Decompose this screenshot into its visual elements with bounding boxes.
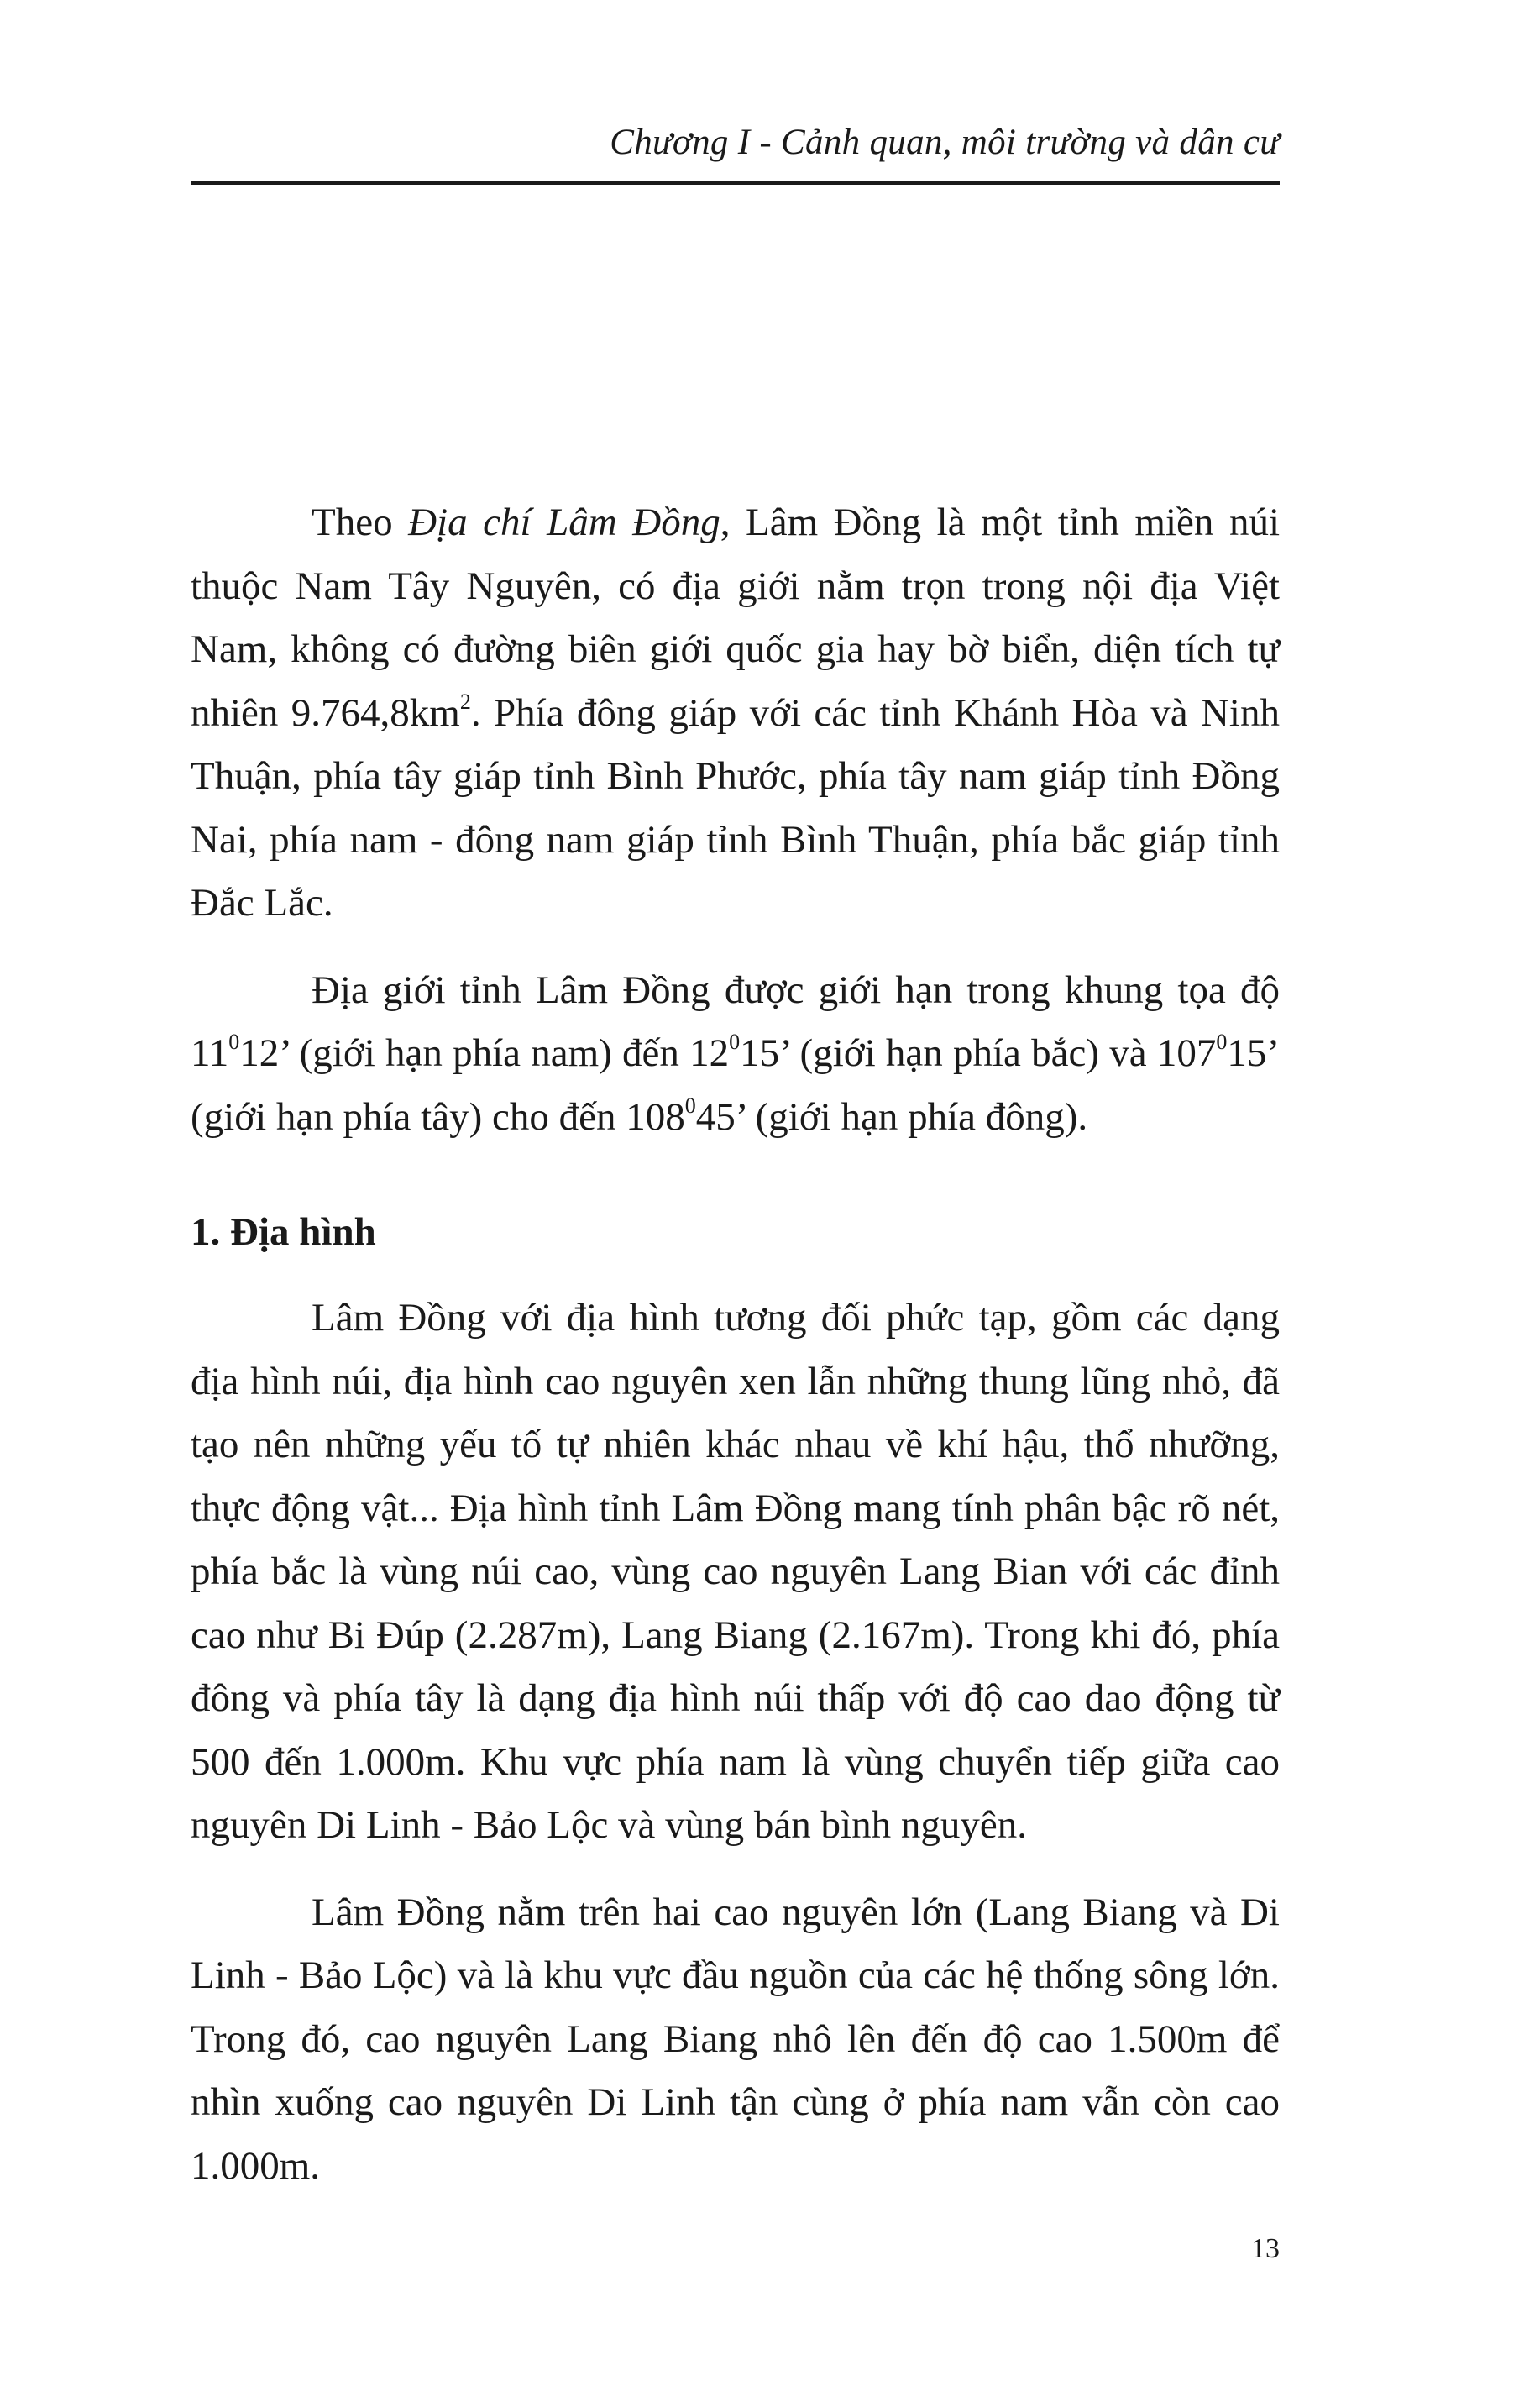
p1-text-b: . Phía đông giáp với các tỉnh Khánh Hòa và Ninh Thuận, phía tây giáp tỉnh Bình Phước, phía tây nam giáp tỉnh Đồng Nai, phía nam - đông nam giáp tỉnh Bình Thuận, phía bắc giáp tỉnh Đắc Lắc. bbox=[191, 690, 1280, 925]
page-number: 13 bbox=[1251, 2233, 1280, 2264]
degree-sup-2: 0 bbox=[729, 1030, 741, 1054]
degree-sup-1: 0 bbox=[228, 1030, 240, 1054]
degree-sup-3: 0 bbox=[1216, 1030, 1228, 1054]
p1-intro: Theo bbox=[312, 501, 409, 544]
paragraph-plateaus: Lâm Đồng nằm trên hai cao nguyên lớn (Lang Biang và Di Linh - Bảo Lộc) và là khu vực đầu nguồn của các hệ thống sông lớn. Trong đó, cao nguyên Lang Biang nhô lên đến độ cao 1.500m để nhìn xuống cao nguyên Di Linh tận cùng ở phía nam vẫn còn cao 1.000m. bbox=[191, 1890, 1280, 2188]
running-header: Chương I - Cảnh quan, môi trường và dân cư bbox=[610, 123, 1280, 162]
cited-work-title: Địa chí Lâm Đồng bbox=[408, 501, 720, 544]
p2-text-b: 12’ (giới hạn phía nam) đến 12 bbox=[239, 1031, 730, 1075]
terrain-text-block bbox=[191, 1287, 1280, 2198]
p1-text-a: , Lâm Đồng là một tỉnh miền núi thuộc Nam Tây Nguyên, có địa giới nằm trọn trong nội địa Việt Nam, không có đường biên giới quốc gia hay bờ biển, diện tích tự nhiên 9.764,8km bbox=[191, 501, 1280, 735]
p2-text-d: 15’ (giới hạn phía tây) cho đến 108 bbox=[191, 1031, 1280, 1139]
header-divider bbox=[191, 181, 1280, 185]
intro-text-block bbox=[191, 491, 1280, 1149]
area-exponent: 2 bbox=[459, 689, 471, 714]
section-heading-terrain: 1. Địa hình bbox=[191, 1210, 376, 1254]
degree-sup-4: 0 bbox=[684, 1093, 696, 1118]
paragraph-terrain-overview: Lâm Đồng với địa hình tương đối phức tạp, gồm các dạng địa hình núi, địa hình cao nguyên xen lẫn những thung lũng nhỏ, đã tạo nên những yếu tố tự nhiên khác nhau về khí hậu, thổ nhưỡng, thực động vật... Địa hình tỉnh Lâm Đồng mang tính phân bậc rõ nét, phía bắc là vùng núi cao, vùng cao nguyên Lang Bian với các đỉnh cao như Bi Đúp (2.287m), Lang Biang (2.167m). Trong khi đó, phía đông và phía tây là dạng địa hình núi thấp với độ cao dao động từ 500 đến 1.000m. Khu vực phía nam là vùng chuyển tiếp giữa cao nguyên Di Linh - Bảo Lộc và vùng bán bình nguyên. bbox=[191, 1296, 1280, 1847]
paragraph-location bbox=[191, 491, 1280, 936]
paragraph-coordinates bbox=[191, 959, 1280, 1150]
p2-text-a: Địa giới tỉnh Lâm Đồng được giới hạn trong khung tọa độ 11 bbox=[191, 967, 1280, 1075]
p2-text-e: 45’ (giới hạn phía đông). bbox=[695, 1094, 1088, 1139]
p2-text-c: 15’ (giới hạn phía bắc) và 107 bbox=[740, 1031, 1217, 1075]
